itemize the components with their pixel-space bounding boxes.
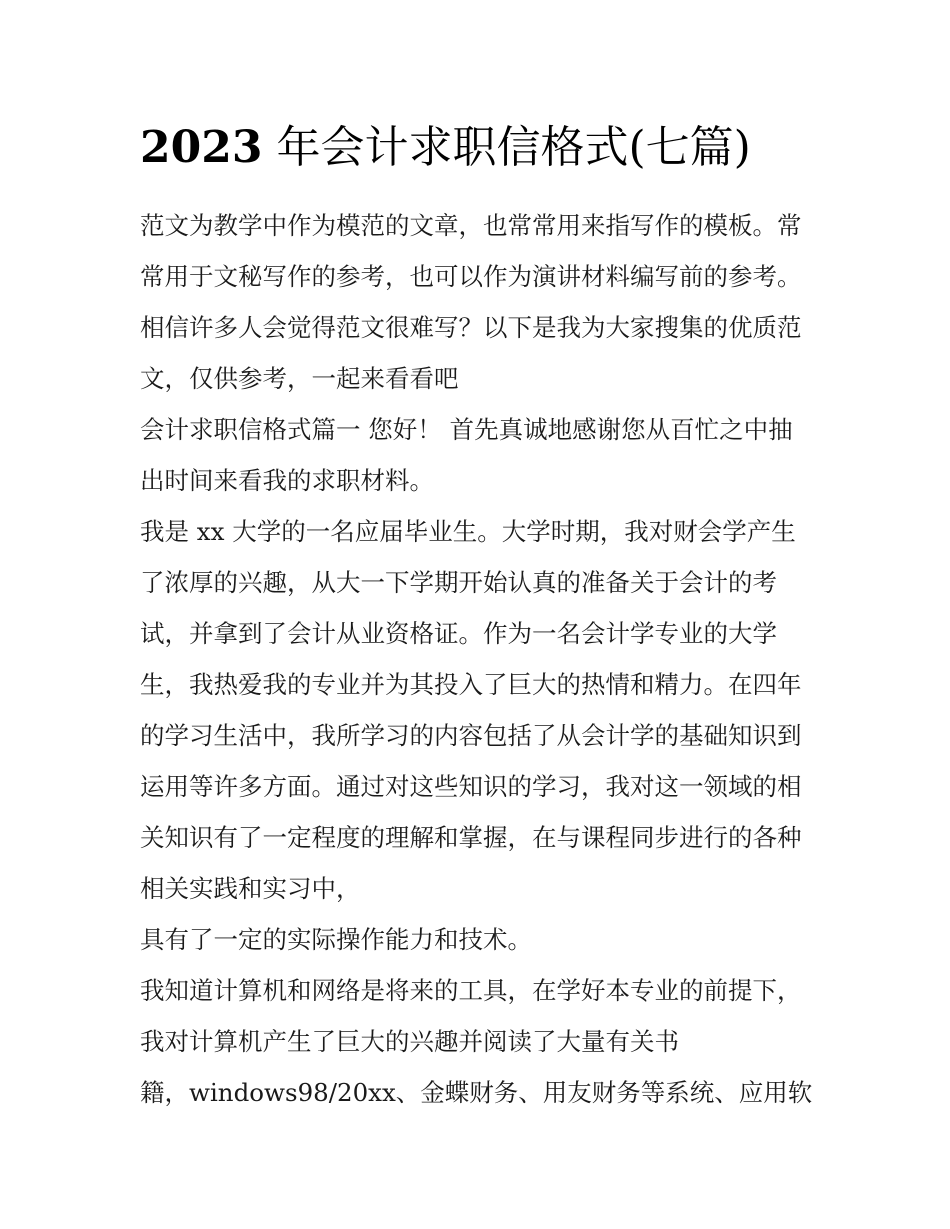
text-line: 具有了一定的实际操作能力和技术。 xyxy=(140,925,532,954)
text-line: 文，仅供参考，一起来看看吧 xyxy=(140,364,459,393)
text-line: 关知识有了一定程度的理解和掌握，在与课程同步进行的各种 xyxy=(140,823,802,852)
text-line: 常用于文秘写作的参考，也可以作为演讲材料编写前的参考。 xyxy=(140,262,802,291)
text-line: 了浓厚的兴趣，从大一下学期开始认真的准备关于会计的考 xyxy=(140,568,777,597)
document-body xyxy=(140,200,820,1118)
text-line: 范文为教学中作为模范的文章，也常常用来指写作的模板。常 xyxy=(140,211,802,240)
title-text: 年会计求职信格式(七篇) xyxy=(262,122,751,173)
text-line: 会计求职信格式篇一 您好！ 首先真诚地感谢您从百忙之中抽 xyxy=(140,415,793,444)
text-line: 我是 xx 大学的一名应届毕业生。大学时期，我对财会学产生 xyxy=(140,517,796,546)
text-line: 相关实践和实习中， xyxy=(140,874,361,903)
text-line: 我知道计算机和网络是将来的工具，在学好本专业的前提下， xyxy=(140,976,802,1005)
text-line: 相信许多人会觉得范文很难写？以下是我为大家搜集的优质范 xyxy=(140,313,802,342)
text-line: 生，我热爱我的专业并为其投入了巨大的热情和精力。在四年 xyxy=(140,670,802,699)
text-line: 试，并拿到了会计从业资格证。作为一名会计学专业的大学 xyxy=(140,619,777,648)
text-line: 运用等许多方面。通过对这些知识的学习，我对这一领域的相 xyxy=(140,772,802,801)
text-line: 籍，windows98/20xx、金蝶财务、用友财务等系统、应用软 xyxy=(140,1078,813,1107)
text-line: 的学习生活中，我所学习的内容包括了从会计学的基础知识到 xyxy=(140,721,802,750)
text-line: 我对计算机产生了巨大的兴趣并阅读了大量有关书 xyxy=(140,1027,679,1056)
title-year: 2023 xyxy=(140,122,263,173)
document-title xyxy=(140,118,840,178)
text-line: 出时间来看我的求职材料。 xyxy=(140,466,434,495)
